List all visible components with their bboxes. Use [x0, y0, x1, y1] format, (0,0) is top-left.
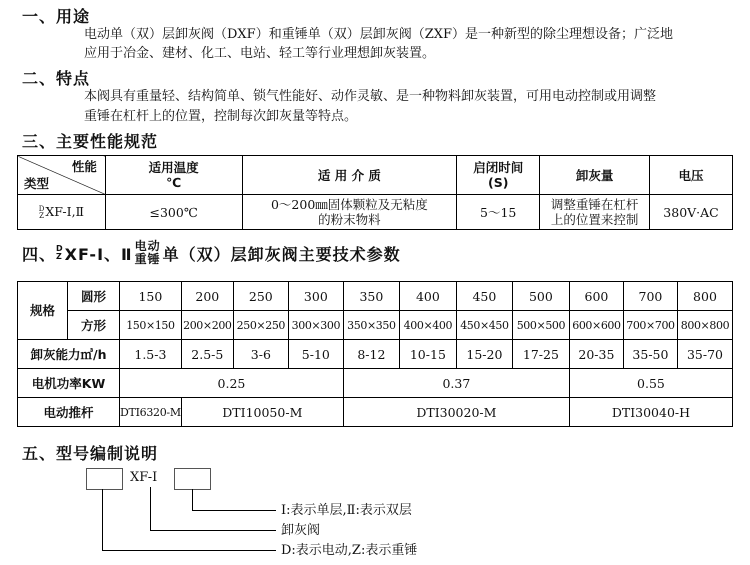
parameters-table — [17, 281, 733, 427]
power-cell: 0.55 — [569, 369, 732, 398]
pusher-cell: DTI30040-H — [569, 398, 732, 427]
connector-1-horizontal — [192, 510, 276, 511]
capacity-cell: 3-6 — [233, 340, 288, 369]
section-4-stack-top: 电动 — [134, 239, 161, 253]
cell-type — [18, 195, 106, 230]
cell-temperature: ≤300℃ — [105, 195, 242, 230]
capacity-cell: 15-20 — [456, 340, 512, 369]
diagonal-header-cell — [18, 156, 106, 195]
power-cell: 0.25 — [120, 369, 344, 398]
power-row — [18, 369, 733, 398]
round-cell: 450 — [456, 282, 512, 311]
section-2-line-2: 重锤在杠杆上的位置，控制每次卸灰量等特点。 — [84, 109, 358, 124]
square-cell: 600×600 — [569, 311, 623, 340]
round-cell: 200 — [181, 282, 233, 311]
section-4-prefix: 四、 — [22, 244, 57, 264]
power-cell: 0.37 — [343, 369, 569, 398]
section-4-suffix: 单（双）层卸灰阀主要技术参数 — [162, 244, 401, 264]
round-cell: 700 — [623, 282, 677, 311]
round-cell: 600 — [569, 282, 623, 311]
square-cell: 300×300 — [288, 311, 343, 340]
header-medium: 适 用 介 质 — [242, 156, 457, 195]
capacity-cell: 1.5-3 — [120, 340, 182, 369]
cell-medium-line-2: 的粉末物料 — [318, 212, 381, 227]
capacity-cell: 8-12 — [343, 340, 399, 369]
cell-medium-line-1: 0～200㎜固体颗粒及无粘度 — [270, 197, 428, 212]
section-4-dz-stack — [56, 245, 64, 261]
section-4-stack-bottom: 重锤 — [134, 252, 161, 266]
type-dz-stack — [39, 206, 45, 220]
section-4-model: XF-Ⅰ、Ⅱ — [64, 244, 133, 264]
pusher-cell: DTI6320-M — [120, 398, 182, 427]
capacity-label: 卸灰能力㎥/h — [18, 340, 120, 369]
header-temperature-line-2: ℃ — [166, 175, 182, 190]
cell-time: 5～15 — [457, 195, 540, 230]
section-1-line-1: 电动单（双）层卸灰阀（DXF）和重锤单（双）层卸灰阀（ZXF）是一种新型的除尘理想设备；广泛地 — [84, 27, 674, 42]
round-cell: 400 — [399, 282, 456, 311]
round-cell: 150 — [120, 282, 182, 311]
round-label: 圆形 — [68, 282, 120, 311]
capacity-cell: 35-50 — [623, 340, 677, 369]
square-cell: 200×200 — [181, 311, 233, 340]
performance-table — [17, 155, 733, 230]
cell-amount-line-1: 调整重锤在杠杆 — [550, 197, 639, 212]
capacity-cell: 35-70 — [677, 340, 732, 369]
round-cell: 800 — [677, 282, 732, 311]
section-3-title: 三、主要性能规范 — [22, 132, 159, 151]
note-valve: 卸灰阀 — [281, 523, 321, 538]
round-cell: 250 — [233, 282, 288, 311]
section-4-stack — [135, 240, 161, 266]
section-1-title: 一、用途 — [22, 7, 91, 26]
connector-3-horizontal — [102, 550, 276, 551]
type-rest: XF-Ⅰ,Ⅱ — [45, 204, 85, 220]
section-4-d: D — [56, 244, 64, 253]
cell-amount-line-2: 上的位置来控制 — [550, 212, 639, 227]
square-cell: 500×500 — [512, 311, 569, 340]
round-row — [18, 282, 733, 311]
square-cell: 400×400 — [399, 311, 456, 340]
note-layer: Ⅰ:表示单层,Ⅱ:表示双层 — [281, 503, 412, 518]
capacity-cell: 17-25 — [512, 340, 569, 369]
round-cell: 350 — [343, 282, 399, 311]
section-4-title — [22, 240, 401, 266]
header-performance: 性能 — [71, 159, 97, 174]
pusher-cell: DTI10050-M — [181, 398, 343, 427]
performance-data-row — [18, 195, 733, 230]
section-5-title: 五、型号编制说明 — [22, 444, 159, 463]
cell-amount — [540, 195, 650, 230]
capacity-cell: 10-15 — [399, 340, 456, 369]
round-cell: 500 — [512, 282, 569, 311]
section-2-title: 二、特点 — [22, 69, 91, 88]
connector-2-vertical — [150, 487, 151, 530]
type-z: Z — [39, 211, 45, 220]
pusher-label: 电动推杆 — [18, 398, 120, 427]
square-cell: 350×350 — [343, 311, 399, 340]
square-cell: 700×700 — [623, 311, 677, 340]
connector-3-vertical — [102, 489, 103, 550]
section-4-z: Z — [56, 252, 63, 261]
power-label: 电机功率KW — [18, 369, 120, 398]
cell-medium — [242, 195, 457, 230]
header-voltage: 电压 — [650, 156, 733, 195]
header-time-line-1: 启闭时间 — [473, 160, 524, 175]
capacity-cell: 2.5-5 — [181, 340, 233, 369]
square-label: 方形 — [68, 311, 120, 340]
performance-header-row — [18, 156, 733, 195]
pusher-row — [18, 398, 733, 427]
header-type: 类型 — [24, 176, 50, 191]
square-cell: 450×450 — [456, 311, 512, 340]
connector-1-vertical — [192, 489, 193, 510]
model-code: XF-I — [130, 470, 158, 485]
section-2-line-1: 本阀具有重量轻、结构简单、锁气性能好、动作灵敏、是一种物料卸灰装置，可用电动控制或用调整 — [84, 89, 657, 104]
model-box-left — [86, 468, 123, 490]
square-cell: 150×150 — [120, 311, 182, 340]
note-drive: D:表示电动,Z:表示重锤 — [281, 543, 418, 558]
pusher-cell: DTI30020-M — [343, 398, 569, 427]
header-time — [457, 156, 540, 195]
type-d: D — [38, 204, 45, 213]
square-cell: 800×800 — [677, 311, 732, 340]
square-row — [18, 311, 733, 340]
capacity-cell: 5-10 — [288, 340, 343, 369]
capacity-cell: 20-35 — [569, 340, 623, 369]
section-1-line-2: 应用于冶金、建材、化工、电站、轻工等行业理想卸灰装置。 — [84, 46, 436, 61]
round-cell: 300 — [288, 282, 343, 311]
square-cell: 250×250 — [233, 311, 288, 340]
header-temperature-line-1: 适用温度 — [148, 160, 199, 175]
header-time-line-2: (S) — [488, 175, 509, 190]
capacity-row — [18, 340, 733, 369]
header-temperature — [105, 156, 242, 195]
header-amount: 卸灰量 — [540, 156, 650, 195]
spec-label: 规格 — [18, 282, 68, 340]
connector-2-horizontal — [150, 530, 276, 531]
model-box-right — [174, 468, 211, 490]
cell-voltage: 380V·AC — [650, 195, 733, 230]
